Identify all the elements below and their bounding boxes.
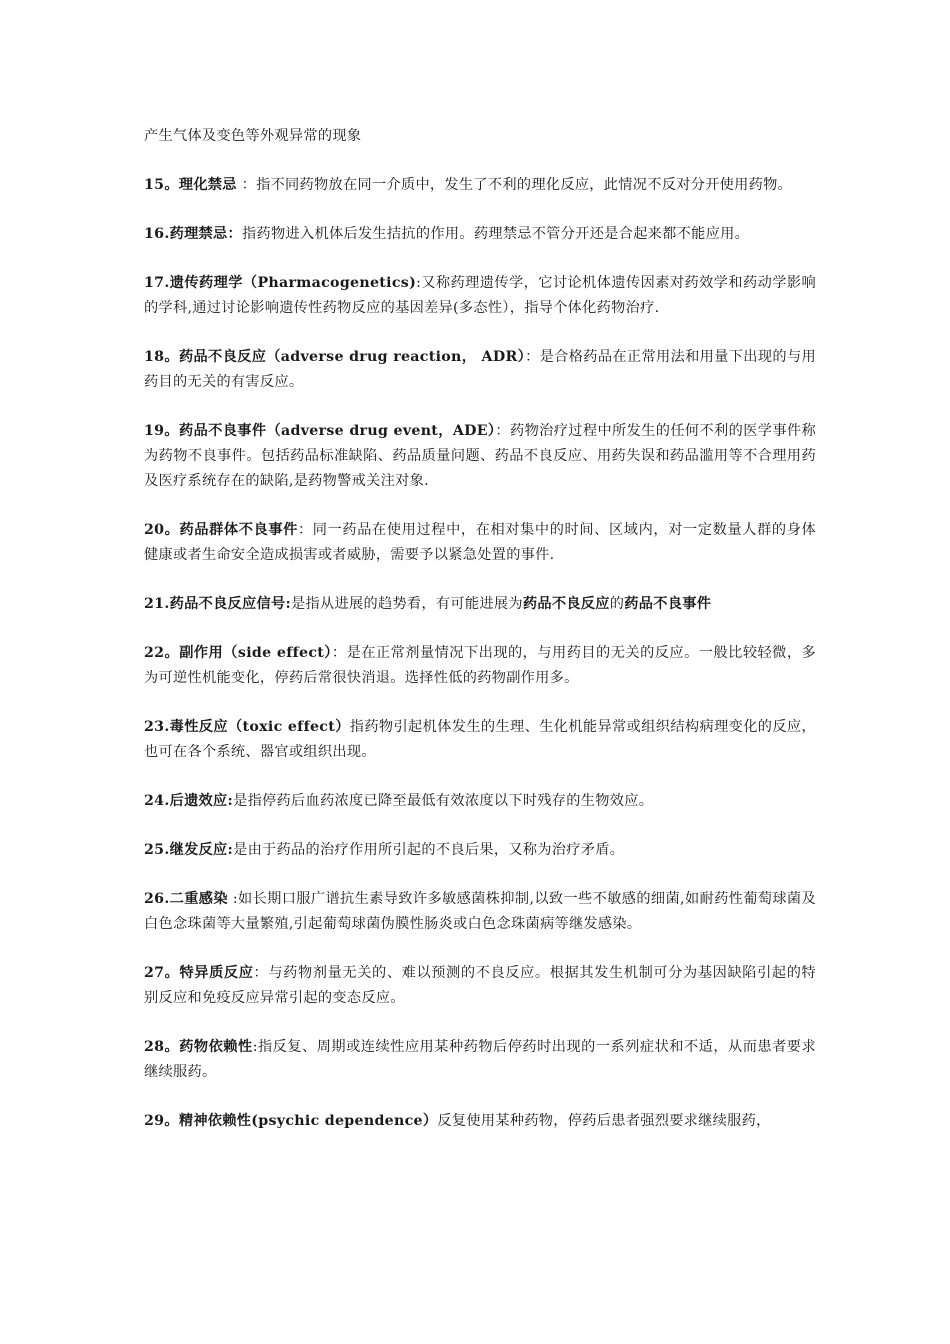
paragraph-intro (144, 124, 816, 149)
paragraph-17 (144, 271, 816, 321)
term-16: 16.药理禁忌： (144, 226, 243, 242)
paragraph-28 (144, 1035, 816, 1085)
bold-phrase: 药品不良反应 (522, 596, 610, 612)
paragraph-body: 是指从进展的趋势看，有可能进展为 (291, 596, 523, 612)
paragraph-22 (144, 641, 816, 691)
bold-phrase: 药品不良事件 (624, 596, 712, 612)
term-28: 28。药物依赖性 (144, 1039, 253, 1055)
paragraph-body: 指药物进入机体后发生拮抗的作用。药理禁忌不管分开还是合起来都不能应用。 (242, 226, 750, 242)
paragraph-body: :如长期口服广谱抗生素导致许多敏感菌株抑制,以致一些不敏感的细菌,如耐药性葡萄球菌及白色念珠菌等大量繁殖,引起葡萄球菌伪膜性肠炎或白色念珠菌病等继发感染。 (144, 891, 816, 932)
paragraph-15 (144, 173, 816, 198)
paragraph-24 (144, 789, 816, 814)
paragraph-18 (144, 345, 816, 395)
term-23: 23.毒性反应（toxic effect） (144, 719, 350, 735)
term-27: 27。特异质反应 (144, 965, 254, 981)
term-19: 19。药品不良事件（adverse drug event，ADE） (144, 423, 496, 439)
term-18: 18。药品不良反应（adverse drug reaction， ADR） (144, 349, 526, 365)
term-20: 20。药品群体不良事件 (144, 522, 298, 538)
paragraph-29 (144, 1109, 816, 1134)
term-21: 21.药品不良反应信号: (144, 596, 292, 612)
paragraph-26 (144, 887, 816, 937)
term-22: 22。副作用（side effect） (144, 645, 332, 661)
paragraph-body: ：是合格药品在正常用法和用量下出现的与用药目的无关的有害反应。 (144, 349, 816, 390)
term-29: 29。精神依赖性(psychic dependence） (144, 1113, 438, 1129)
term-25: 25.继发反应: (144, 842, 234, 858)
paragraph-16 (144, 222, 816, 247)
term-24: 24.后遗效应: (144, 793, 234, 809)
paragraph-body: ：是在正常剂量情况下出现的，与用药目的无关的反应。一般比较轻微，多为可逆性机能变化，停药后常很快消退。选择性低的药物副作用多。 (144, 645, 817, 686)
document-page (144, 124, 816, 1158)
term-17: 17.遗传药理学（Pharmacogenetics) (144, 275, 417, 291)
paragraph-19 (144, 419, 816, 494)
paragraph-body: 是由于药品的治疗作用所引起的不良后果，又称为治疗矛盾。 (233, 842, 625, 858)
paragraph-body: 反复使用某种药物，停药后患者强烈要求继续服药， (437, 1113, 771, 1129)
paragraph-body: 是指停药后血药浓度已降至最低有效浓度以下时残存的生物效应。 (233, 793, 654, 809)
paragraph-body: ：同一药品在使用过程中，在相对集中的时间、区域内，对一定数量人群的身体健康或者生命安全造成损害或者威胁，需要予以紧急处置的事件. (144, 522, 816, 563)
paragraph-21 (144, 592, 816, 617)
paragraph-20 (144, 518, 816, 568)
term-15: 15。理化禁忌 (144, 177, 237, 193)
paragraph-25 (144, 838, 816, 863)
paragraph-body: 的 (609, 596, 625, 612)
paragraph-body: 产生气体及变色等外观异常的现象 (144, 128, 362, 144)
term-26: 26.二重感染 (144, 891, 228, 907)
paragraph-body: :又称药理遗传学，它讨论机体遗传因素对药效学和药动学影响的学科,通过讨论影响遗传性药物反应的基因差异(多态性），指导个体化药物治疗. (144, 275, 816, 316)
paragraph-23 (144, 715, 816, 765)
paragraph-body: ：与药物剂量无关的、难以预测的不良反应。根据其发生机制可分为基因缺陷引起的特别反应和免疫反应异常引起的变态反应。 (144, 965, 816, 1006)
paragraph-body: :指反复、周期或连续性应用某种药物后停药时出现的一系列症状和不适，从而患者要求继续服药。 (144, 1039, 816, 1080)
paragraph-27 (144, 961, 816, 1011)
paragraph-body: ：药物治疗过程中所发生的任何不利的医学事件称为药物不良事件。包括药品标准缺陷、药品质量问题、药品不良反应、用药失误和药品滥用等不合理用药及医疗系统存在的缺陷,是药物警戒关注对象. (144, 423, 816, 489)
paragraph-body: ：指不同药物放在同一介质中，发生了不利的理化反应，此情况不反对分开使用药物。 (241, 177, 793, 193)
paragraph-body: 指药物引起机体发生的生理、生化机能异常或组织结构病理变化的反应，也可在各个系统、器官或组织出现。 (144, 719, 816, 760)
